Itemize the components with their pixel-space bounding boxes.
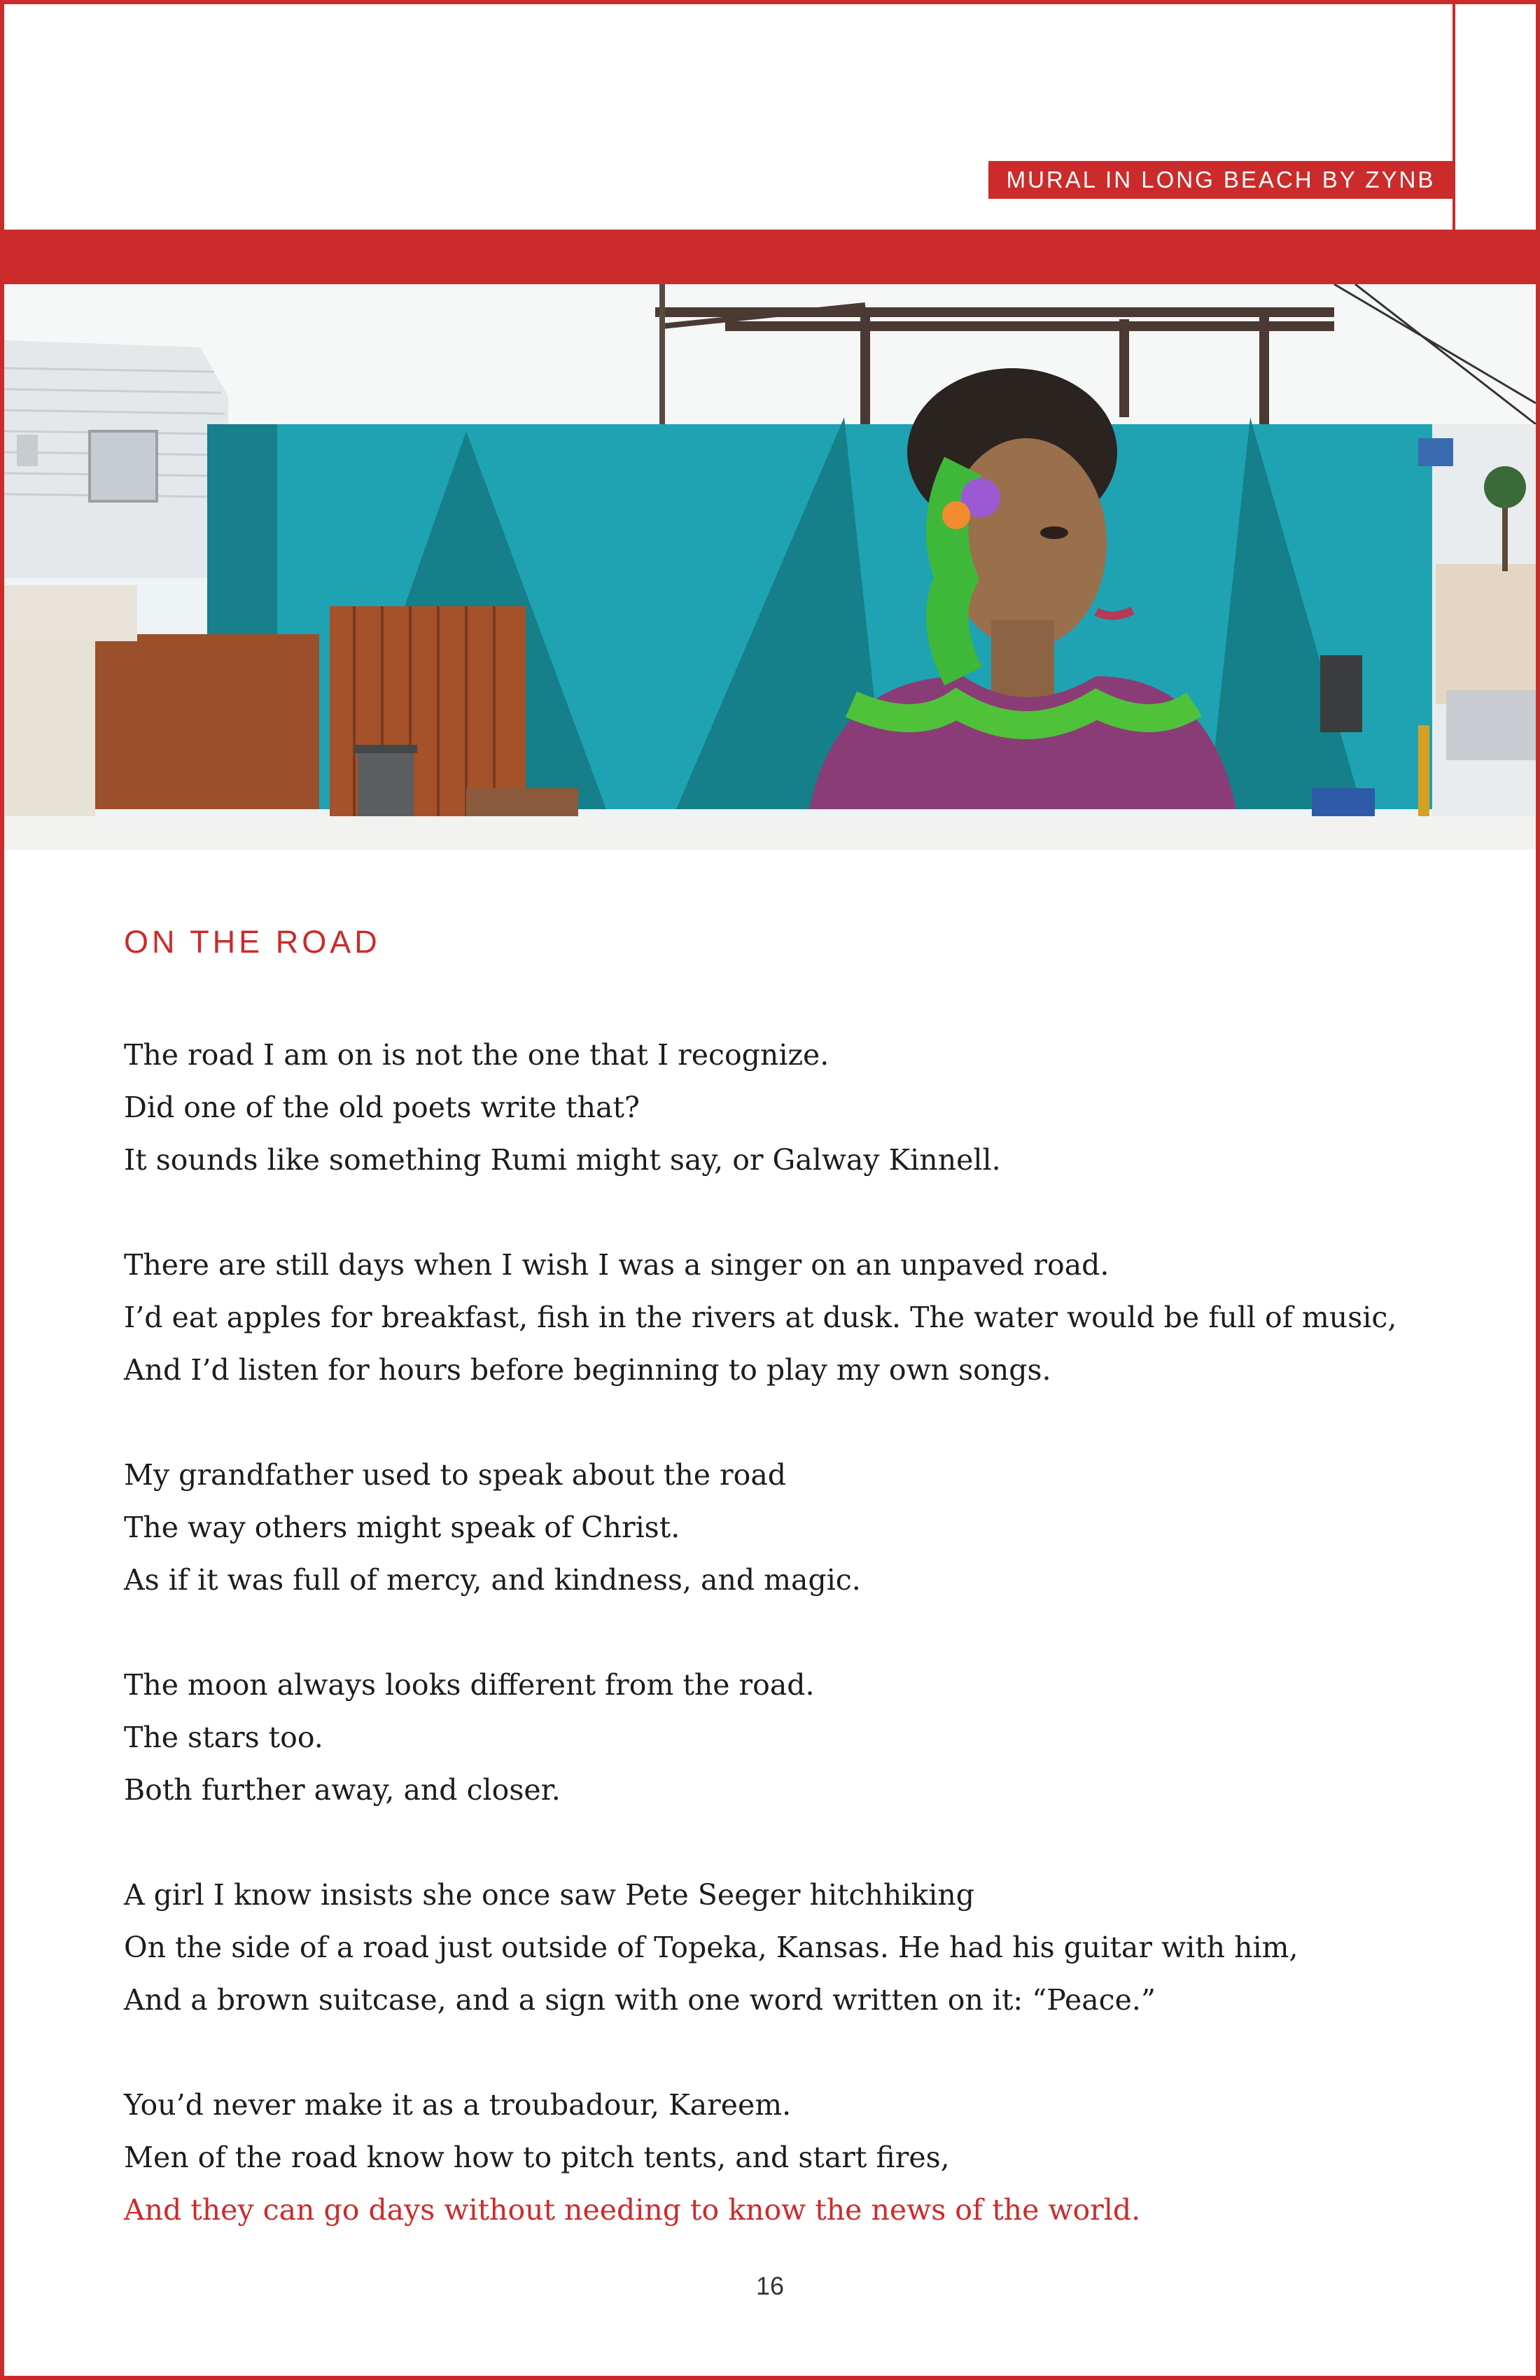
poem-line: The road I am on is not the one that I recognize.: [124, 1038, 830, 1072]
poem-line: The moon always looks different from the road.: [124, 1668, 815, 1702]
poem-title: ON THE ROAD: [124, 924, 381, 960]
stanza: [124, 1239, 1454, 1396]
poem-line: The stars too.: [124, 1721, 323, 1754]
poem-line: A girl I know insists she once saw Pete Seeger hitchhiking: [124, 1878, 975, 1912]
page-number: 16: [755, 2272, 785, 2300]
poem-line: As if it was full of mercy, and kindness, and magic.: [124, 1563, 861, 1597]
stanza: [124, 1659, 1454, 1816]
poem-line: Men of the road know how to pitch tents, and start fires,: [124, 2141, 950, 2174]
stanza: [124, 1869, 1454, 2026]
photo-caption: MURAL IN LONG BEACH BY ZYNB: [988, 161, 1453, 199]
poem-line: There are still days when I wish I was a singer on an unpaved road.: [124, 1248, 1110, 1282]
poem-line: And I’d listen for hours before beginning to play my own songs.: [124, 1353, 1051, 1387]
header-band: [0, 230, 1540, 284]
poem-line: It sounds like something Rumi might say, or Galway Kinnell.: [124, 1143, 1001, 1177]
poem-line: You’d never make it as a troubadour, Kareem.: [124, 2088, 792, 2122]
poem-line: I’d eat apples for breakfast, fish in the rivers at dusk. The water would be full of music,: [124, 1301, 1397, 1334]
poem-line: On the side of a road just outside of Topeka, Kansas. He had his guitar with him,: [124, 1931, 1298, 1964]
poem-line: My grandfather used to speak about the road: [124, 1458, 787, 1492]
poem-closing-line: And they can go days without needing to know the news of the world.: [124, 2193, 1141, 2227]
stanza: [124, 1029, 1454, 1186]
mural-photo: [4, 284, 1536, 850]
stanza: [124, 2079, 1454, 2236]
poem-line: Did one of the old poets write that?: [124, 1091, 640, 1124]
poem-line: Both further away, and closer.: [124, 1773, 561, 1807]
poem-line: The way others might speak of Christ.: [124, 1511, 680, 1544]
stanza: [124, 1449, 1454, 1606]
poem-body: [124, 1029, 1454, 2289]
poem-line: And a brown suitcase, and a sign with one word written on it: “Peace.”: [124, 1983, 1156, 2017]
